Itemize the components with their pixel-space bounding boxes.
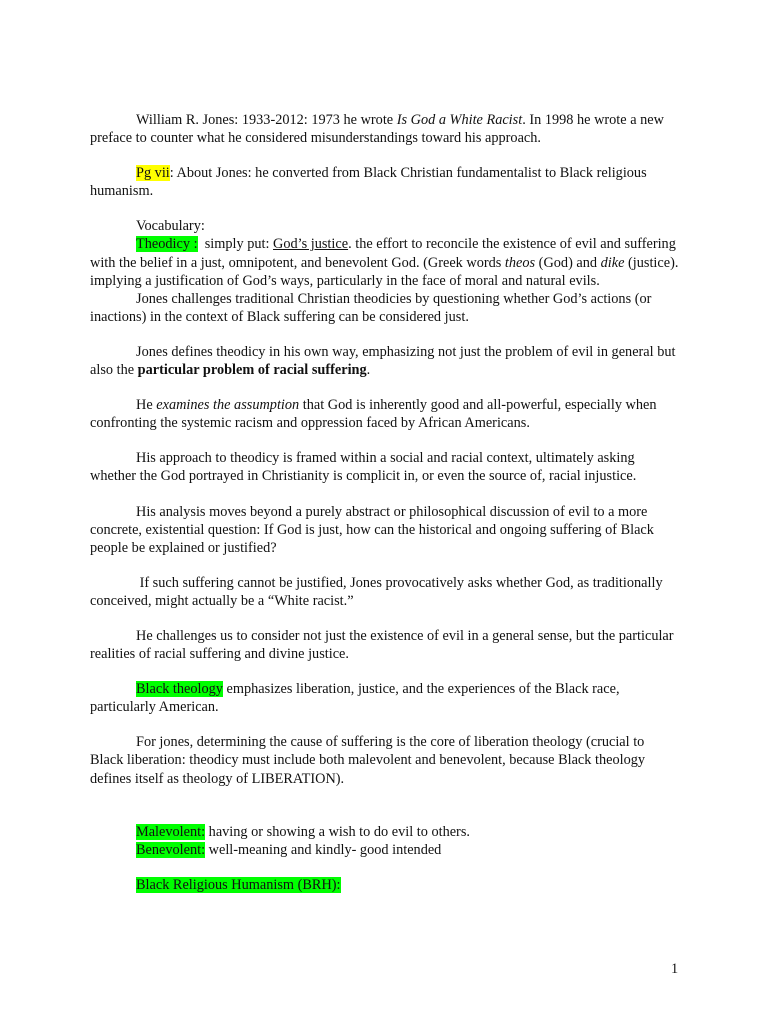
paragraph-challenge: Jones challenges traditional Christian theodicies by questioning whether God’s actions (or inactions) in the context of Black suffering can be considered just. [90, 290, 652, 325]
paragraph-black-theology [90, 680, 680, 716]
theodicy-text-d: (justice). implying a justification of God’s ways, particularly in the face of moral and natural evils. [90, 254, 679, 289]
document-body [90, 111, 680, 894]
examines-italic: examines the assumption [156, 397, 300, 414]
black-theology-highlight: Black theology [136, 681, 223, 698]
about-text: : About Jones: he converted from Black Christian fundamentalist to Black religious humanism. [90, 165, 647, 200]
dike-word: dike [600, 254, 625, 271]
black-theology-text: emphasizes liberation, justice, and the experiences of the Black race, particularly American. [90, 681, 620, 716]
vocabulary-heading: Vocabulary: [136, 218, 205, 235]
examines-text-a: He [136, 397, 157, 414]
paragraph-liberation: For jones, determining the cause of suffering is the core of liberation theology (crucial to Black liberation: theodicy must include both malevolent and benevolent, because Black theology defines itself as theology of LIBERATION). [90, 734, 646, 787]
benevolent-def-text: well-meaning and kindly- good intended [205, 841, 442, 858]
page-ref-highlight: Pg vii [136, 165, 170, 182]
examines-text-b: that God is inherently good and all-powerful, especially when confronting the systemic racism and oppression faced by African Americans. [90, 397, 657, 432]
intro-text-cont: . In 1998 he wrote a new preface to counter what he considered misunderstandings toward his approach. [90, 112, 664, 147]
theos-word: theos [504, 254, 536, 271]
theodicy-text-b: . the effort to reconcile the existence of evil and suffering with the belief in a just, omnipotent, and benevolent God. (Greek words [90, 236, 676, 271]
paragraph-challenges-us: He challenges us to consider not just the existence of evil in a general sense, but the particular realities of racial suffering and divine justice. [90, 627, 674, 663]
book-title: Is God a White Racist [396, 112, 523, 128]
malevolent-term-highlight: Malevolent: [136, 823, 206, 840]
paragraph-analysis: His analysis moves beyond a purely abstract or philosophical discussion of evil to a more concrete, existential question: If God is just, how can the historical and ongoing suffering of Black people be explained or justified? [90, 503, 654, 556]
benevolent-definition [90, 841, 680, 859]
intro-text: William R. Jones: 1933-2012: 1973 he wrote [136, 112, 397, 128]
paragraph-defines [90, 343, 680, 379]
brh-highlight: Black Religious Humanism (BRH): [136, 876, 341, 893]
paragraph-intro [90, 111, 680, 147]
paragraph-about [90, 164, 680, 200]
racial-suffering-bold: particular problem of racial suffering [137, 362, 367, 379]
gods-justice-underline: God’s justice [273, 236, 349, 253]
defines-period: . [366, 362, 371, 379]
theodicy-text-a: simply put: [197, 236, 274, 253]
benevolent-term-highlight: Benevolent: [136, 841, 206, 858]
page-number: 1 [671, 961, 679, 977]
paragraph-white-racist: If such suffering cannot be justified, Jones provocatively asks whether God, as traditionally conceived, might actually be a “White racist.” [90, 574, 667, 609]
malevolent-definition [90, 823, 680, 841]
brh-heading [90, 876, 680, 894]
malevolent-def-text: having or showing a wish to do evil to others. [205, 823, 470, 840]
paragraph-approach: His approach to theodicy is framed within a social and racial context, ultimately asking whether the God portrayed in Christianity is complicit in, or even the source of, racial injustice. [90, 450, 637, 485]
theodicy-definition [90, 235, 680, 289]
theodicy-term-highlight: Theodicy : [136, 236, 198, 253]
defines-text: Jones defines theodicy in his own way, emphasizing not just the problem of evil in general but also the [90, 343, 676, 379]
theodicy-text-c: (God) and [535, 254, 601, 271]
paragraph-examines [90, 396, 680, 432]
